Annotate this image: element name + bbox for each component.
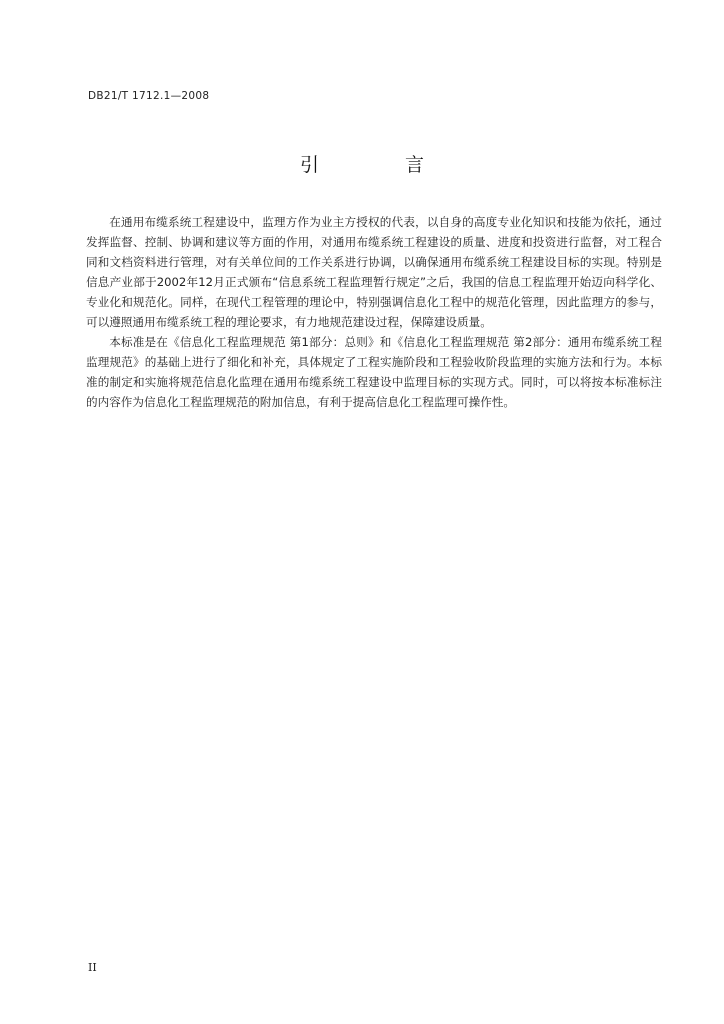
document-body [86, 212, 662, 412]
page-number: II [88, 961, 97, 974]
paragraph: 本标准是在《信息化工程监理规范 第1部分：总则》和《信息化工程监理规范 第2部分：通用布缆系统工程监理规范》的基础上进行了细化和补充，具体规定了工程实施阶段和工程验收阶段监理的实施方法和行为。本标准的制定和实施将规范信息化监理在通用布缆系统工程建设中监理目标的实现方式。同时，可以将按本标准标注的内容作为信息化工程监理规范的附加信息，有利于提高信息化工程监理可操作性。 [86, 335, 662, 409]
paragraph: 在通用布缆系统工程建设中，监理方作为业主方授权的代表，以自身的高度专业化知识和技能为依托，通过发挥监督、控制、协调和建议等方面的作用，对通用布缆系统工程建设的质量、进度和投资进行监督，对工程合同和文档资料进行管理，对有关单位间的工作关系进行协调，以确保通用布缆系统工程建设目标的实现。特别是信息产业部于2002年12月正式颁布“信息系统工程监理暂行规定”之后，我国的信息工程监理开始迈向科学化、专业化和规范化。同样，在现代工程管理的理论中，特别强调信息化工程中的规范化管理，因此监理方的参与，可以遵照通用布缆系统工程的理论要求，有力地规范建设过程，保障建设质量。 [86, 215, 662, 329]
standard-code: DB21/T 1712.1—2008 [88, 90, 210, 102]
page-title: 引 言 [299, 154, 465, 176]
